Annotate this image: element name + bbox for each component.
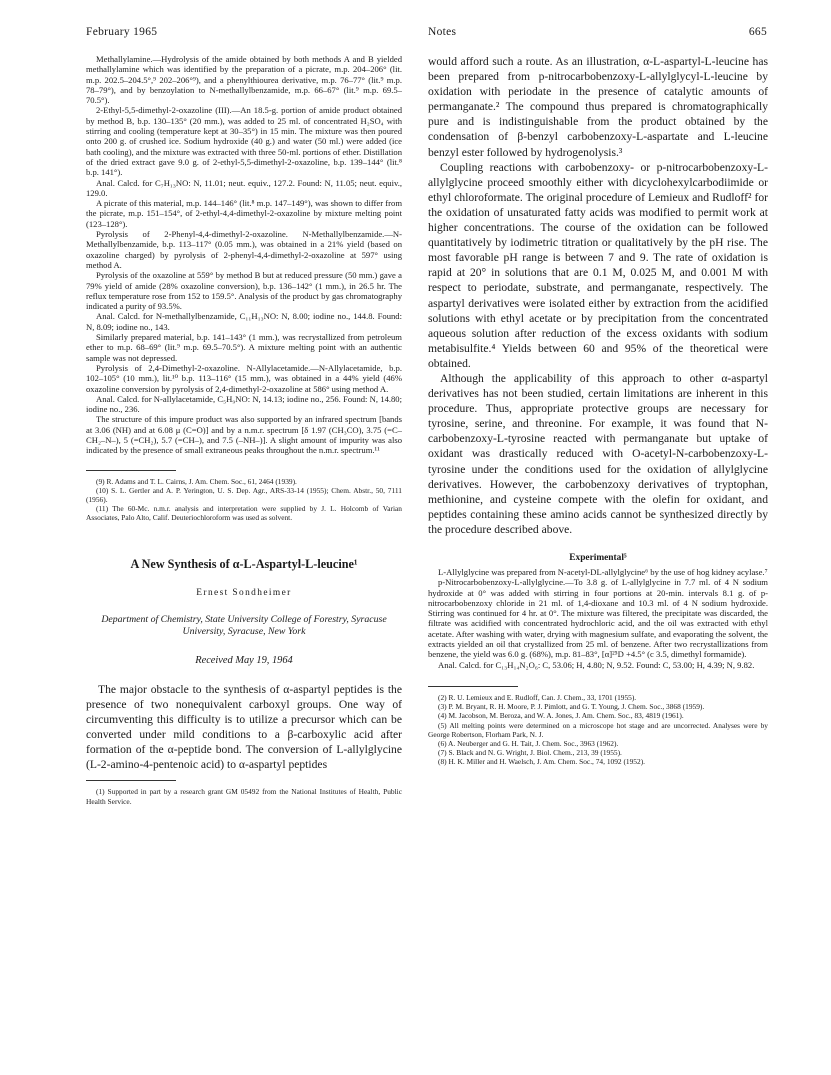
paragraph: Anal. Calcd. for N-allylacetamide, C₅H₉NO: N, 14.13; iodine no., 256. Found: N, 14.80; iodine no., 236. [86,393,402,415]
footnote: (10) S. L. Gertler and A. P. Yerington, U. S. Dep. Agr., ARS-33-14 (1955); Chem. Abstr., 50, 7111 (1956). [86,485,402,504]
paragraph: would afford such a route. As an illustration, α-L-aspartyl-L-leucine has been prepared from p-nitrocarbobenzoxy-L-allylglycyl-L-leucine by oxidation with periodate in the presence of catalytic amounts of permanganate.² The compound thus prepared is chromatographically pure and is indistinguishable from the product obtained by the condensation of β-benzyl carbobenzoxy-L-aspartate and L-leucine benzyl ester followed by hydrogenolysis.³ [428,55,768,159]
author-affiliation: Department of Chemistry, State University College of Forestry, Syracuse University, Syracuse, New York [101,613,387,638]
footnote: (5) All melting points were determined on a microscope hot stage and are uncorrected. Analyses were by George Robertson, Florham Park, N. J. [428,720,768,739]
article-title: A New Synthesis of α-L-Aspartyl-L-leucine¹ [130,556,358,571]
paragraph: L-Allylglycine was prepared from N-acetyl-DL-allylglycine⁶ by the use of hog kidney acylase.⁷ [438,567,768,577]
footnotes-left [86,477,402,523]
footnote-rule [428,686,518,687]
paragraph: Anal. Calcd. for C₇H₁₃NO: N, 11.01; neut. equiv., 127.2. Found: N, 11.05; neut. equiv., 129.0. [86,177,402,198]
footnote: (8) H. K. Miller and H. Waelsch, J. Am. Chem. Soc., 74, 1092 (1952). [438,757,646,767]
paragraph: Pyrolysis of 2-Phenyl-4,4-dimethyl-2-oxazoline. N-Methallylbenzamide.—N-Methallylbenzamide, b.p. 113–117° (0.05 mm.), was obtained in a 21% yield (based on oxazoline charged) by pyrolysis of 2-phenyl-4,4-dimethyl-2-oxazoline at 597° using method A. [86,229,402,270]
footnote: (3) P. M. Bryant, R. H. Moore, P. J. Pimlott, and G. T. Young, J. Chem. Soc., 3868 (1959). [438,702,705,712]
footnote: (4) M. Jacobson, M. Beroza, and W. A. Jones, J. Am. Chem. Soc., 83, 4819 (1961). [438,711,684,721]
paragraph: 2-Ethyl-5,5-dimethyl-2-oxazoline (III).—An 18.5-g. portion of amide product obtained by method B, b.p. 130–135° (20 mm.), was added to 25 ml. of concentrated H₂SO₄ with stirring and cooling (temperature kept at 30–35°) in 15 min. The mixture was then poured onto 200 g. of crushed ice. Sodium hydroxide (40 g.) and water (50 ml.) were added (ice bath cooling), and the mixture was extracted with three 50-ml. portions of ether. Distillation of the dried extract gave 9.0 g. of 2-ethyl-5,5-dimethyl-2-oxazoline, b.p. 139–144° (lit.⁸ b.p. 141°). [86,105,402,178]
paragraph: Although the applicability of this approach to other α-aspartyl derivatives has not been studied, certain limitations are inherent in this procedure. Thus, appropriate protective groups are necessary for tyrosine, serine, and threonine. For example, it was found that N-carbobenzoxy-L-tyrosine reacted with permanganate but uptake of oxidant was drastically reduced with O-acetyl-N-carbobenzoxy-L-tyrosine under the conditions used for the oxidation of allylglycine derivatives. However, the carbobenzoxy derivatives of tryptophan, methionine, and cysteine compete with the olefin for oxidant, and peptides containing these amino acids cannot be synthesized directly by the procedure described above. [428,371,768,536]
paragraph: p-Nitrocarbobenzoxy-L-allylglycine.—To 3.8 g. of L-allylglycine in 7.7 ml. of 4 N sodium hydroxide at 0° was added with stirring in four portions at 20-min. intervals 8.1 g. of p-nitrocarbobenzoxy chloride in 21 ml. of 1,4-dioxane and 10.3 ml. of 4 N sodium hydroxide. Stirring was continued for 4 hr. at 0°. The mixture was filtered, the precipitate was discarded, the filtrate was acidified with concentrated hydrochloric acid, and the oil was extracted with ethyl acetate. After washing with water, drying with magnesium sulfate, and evaporating the solvent, the extracts yielded an oil that crystallized from 25 ml. of benzene. After two recrystallizations from benzene, the yield was 6.0 g. (68%), m.p. 81–83°, [α]²⁵D +4.5° (c 3.5, dimethyl formamide). [428,577,768,660]
paragraph: Methallylamine.—Hydrolysis of the amide obtained by both methods A and B yielded methallylamine which was identified by the preparation of a picrate, m.p. 204–206° (lit. m.p. 202.5–204.5°,⁹ 202–206°⁹), and a phenylthiourea derivative, m.p. 76–77° (lit.⁹ m.p. 78–79°), and by benzoylation to N-methallylbenzamide, m.p. 66–67° (lit.⁹ m.p. 69.5–70.5°). [86,54,402,106]
left-column [86,54,402,1075]
intro-paragraph: The major obstacle to the synthesis of α-aspartyl peptides is the presence of two nonequivalent carboxyl groups. One way of circumventing this difficulty is to utilize a precursor which can be converted under mild conditions to a β-carboxylic acid after formation of the α-peptide bond. The conversion of L-allylglycine (L-2-amino-4-pentenoic acid) to α-aspartyl peptides [86,682,402,772]
methallyl-section [86,54,402,456]
experimental-heading: Experimental⁵ [569,553,627,563]
paragraph: Pyrolysis of 2,4-Dimethyl-2-oxazoline. N-Allylacetamide.—N-Allylacetamide, b.p. 102–105° (10 mm.), lit.¹⁰ b.p. 113–116° (15 mm.), was obtained in a 44% yield (46% oxazoline conversion by pyrolysis of 2,4-dimethyl-2-oxazoline at 586° using method A. [86,362,402,394]
footnote: (6) A. Neuberger and G. H. Tait, J. Chem. Soc., 3963 (1962). [438,738,619,748]
paragraph: Coupling reactions with carbobenzoxy- or p-nitrocarbobenzoxy-L-allylglycine proceed smoothly either with dicyclohexylcarbodiimide or ethyl chloroformate. The original procedure of Lemieux and Rudloff² for the oxidation of unsaturated fatty acids was modified to permit work at higher concentrations. The course of the oxidation can be followed quantitatively by iodimetric titration or qualitatively by the pH rise. The most favorable pH range is between 7 and 9. The rate of oxidation is rapid at 20° in solutions that are 0.1 M, 0.025 M, and 0.001 M with respect to periodate, substrate, and permanganate, respectively. The aspartyl derivatives were isolated either by extraction from the acidified solutions with ethyl acetate or by precipitation from the concentrated aqueous solution after reduction of the excess oxidants with sodium metabisulfite.⁴ Yields between 60 and 95% of the theoretical were obtained. [428,160,768,370]
footnote: (1) Supported in part by a research grant GM 05492 from the National Institutes of Health, Public Health Service. [86,787,402,806]
running-header-date: February 1965 [86,26,158,38]
footnotes-right [428,693,768,767]
footnote: (2) R. U. Lemieux and E. Rudloff, Can. J. Chem., 33, 1701 (1955). [438,692,637,702]
footnote: (9) R. Adams and T. L. Cairns, J. Am. Chem. Soc., 61, 2464 (1939). [96,476,297,486]
author-name: Ernest Sondheimer [196,587,292,598]
body-text [428,54,768,537]
footnote: (7) S. Black and N. G. Wright, J. Biol. Chem., 213, 39 (1955). [438,748,622,758]
paragraph: Anal. Calcd. for N-methallylbenzamide, C₁₁H₁₃NO: N, 8.00; iodine no., 144.8. Found: N, 8.09; iodine no., 143. [86,311,402,332]
paragraph: Anal. Calcd. for C₁₃H₁₄N₂O₆: C, 53.06; H, 4.80; N, 9.52. Found: C, 53.00; H, 4.39; N, 9.82. [438,659,755,670]
received-date: Received May 19, 1964 [195,654,293,666]
footnote-1 [86,787,402,805]
running-header-section: Notes [428,26,457,38]
page-number: 665 [748,26,767,38]
paragraph: Similarly prepared material, b.p. 141–143° (1 mm.), was recrystallized from petroleum ether to m.p. 68–69° (lit.⁹ m.p. 69.5–70.5°). A mixture melting point with an authentic sample was not depressed. [86,332,402,363]
paragraph: Pyrolysis of the oxazoline at 559° by method B but at reduced pressure (50 mm.) gave a 79% yield of amide (28% oxazoline conversion), b.p. 136–142° (1 mm.), in 26.5 hr. The reflux temperature rose from 152 to 159.5°. Analysis of the product by gas chromatography indicated a purity of 93.5%. [86,270,402,312]
footnote-rule [86,470,176,471]
intro-section [86,682,402,773]
paragraph: The structure of this impure product was also supported by an infrared spectrum [bands at 3.06 (NH) and at 6.08 μ (C=O)] and by a n.m.r. spectrum [δ 1.97 (CH₃CO), 3.75 (=C–CH₂–N–), 5 (=CH₂), 5.7 (=CH–), and 7.5 (–NH–)]. A slight amount of impurity was also indicated by the presence of small extraneous peaks throughout the n.m.r. spectrum.¹¹ [86,414,402,456]
footnote: (11) The 60-Mc. n.m.r. analysis and interpretation were supplied by J. L. Holcomb of Varian Associates, Palo Alto, Calif. Deuteriochloroform was used as solvent. [86,504,402,523]
right-column [428,54,768,1075]
experimental-section [428,567,768,670]
footnote-rule [86,780,176,781]
paragraph: A picrate of this material, m.p. 144–146° (lit.⁸ m.p. 147–149°), was shown to differ from the picrate, m.p. 151–154°, of 2-ethyl-4,4-dimethyl-2-oxazoline by mixture melting point (123–128°). [86,198,402,229]
